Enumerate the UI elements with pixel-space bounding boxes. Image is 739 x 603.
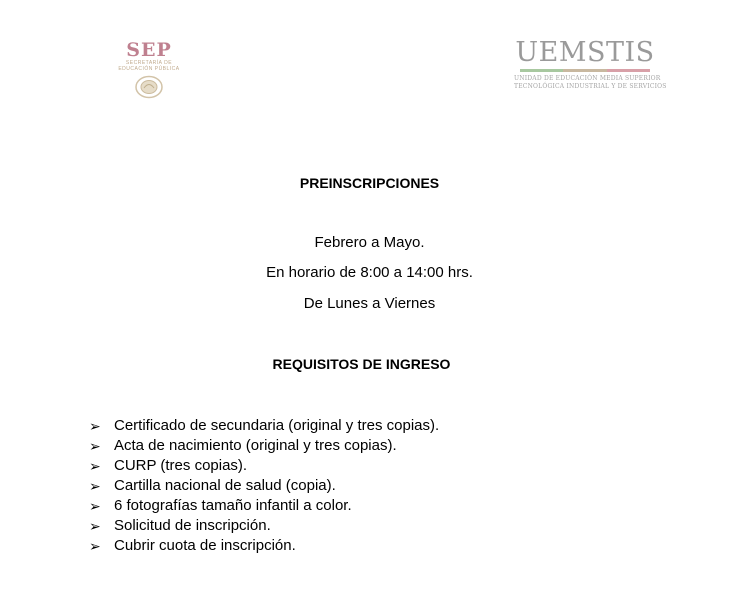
national-seal-icon (134, 75, 164, 99)
requirement-text: Certificado de secundaria (original y tres copias). (114, 417, 440, 434)
arrowhead-bullet-icon: ➢ (89, 518, 101, 534)
requirement-text: Acta de nacimiento (original y tres copias). (114, 437, 397, 454)
requirement-text: 6 fotografías tamaño infantil a color. (114, 497, 352, 514)
sep-logo-title: SEP (126, 39, 172, 61)
sep-logo (104, 40, 194, 100)
list-item (89, 496, 439, 516)
requirement-text: CURP (tres copias). (114, 457, 248, 474)
uemstis-bar-green (520, 69, 563, 72)
list-item (89, 516, 439, 536)
uemstis-bar-beige (563, 69, 606, 72)
sep-logo-subtitle-1: SECRETARÍA DE (125, 60, 173, 66)
arrowhead-bullet-icon: ➢ (89, 498, 101, 514)
requirement-text: Cubrir cuota de inscripción. (114, 537, 296, 554)
uemstis-logo-title: UEMSTIS (515, 37, 655, 68)
schedule-text: En horario de 8:00 a 14:00 hrs. (266, 264, 473, 281)
arrowhead-bullet-icon: ➢ (89, 478, 101, 494)
days-text: De Lunes a Viernes (303, 295, 436, 312)
uemstis-bar-pink (607, 69, 650, 72)
requirement-text: Cartilla nacional de salud (copia). (114, 477, 336, 494)
arrowhead-bullet-icon: ➢ (89, 538, 101, 554)
arrowhead-bullet-icon: ➢ (89, 438, 101, 454)
sep-logo-subtitle-2: EDUCACIÓN PÚBLICA (118, 66, 180, 72)
requirements-list (89, 416, 439, 556)
list-item (89, 416, 439, 436)
list-item (89, 456, 439, 476)
arrowhead-bullet-icon: ➢ (89, 418, 101, 434)
list-item (89, 476, 439, 496)
uemstis-logo-subtitle-1: UNIDAD DE EDUCACIÓN MEDIA SUPERIOR (514, 75, 661, 82)
requisitos-heading: REQUISITOS DE INGRESO (272, 356, 451, 372)
uemstis-color-bars (520, 69, 650, 72)
preinscripciones-heading: PREINSCRIPCIONES (299, 175, 440, 191)
arrowhead-bullet-icon: ➢ (89, 458, 101, 474)
uemstis-logo (514, 37, 667, 102)
period-text: Febrero a Mayo. (314, 234, 425, 251)
list-item (89, 536, 439, 556)
uemstis-logo-subtitle-2: TECNOLÓGICA INDUSTRIAL Y DE SERVICIOS (514, 83, 667, 90)
requirement-text: Solicitud de inscripción. (114, 517, 271, 534)
list-item (89, 436, 439, 456)
